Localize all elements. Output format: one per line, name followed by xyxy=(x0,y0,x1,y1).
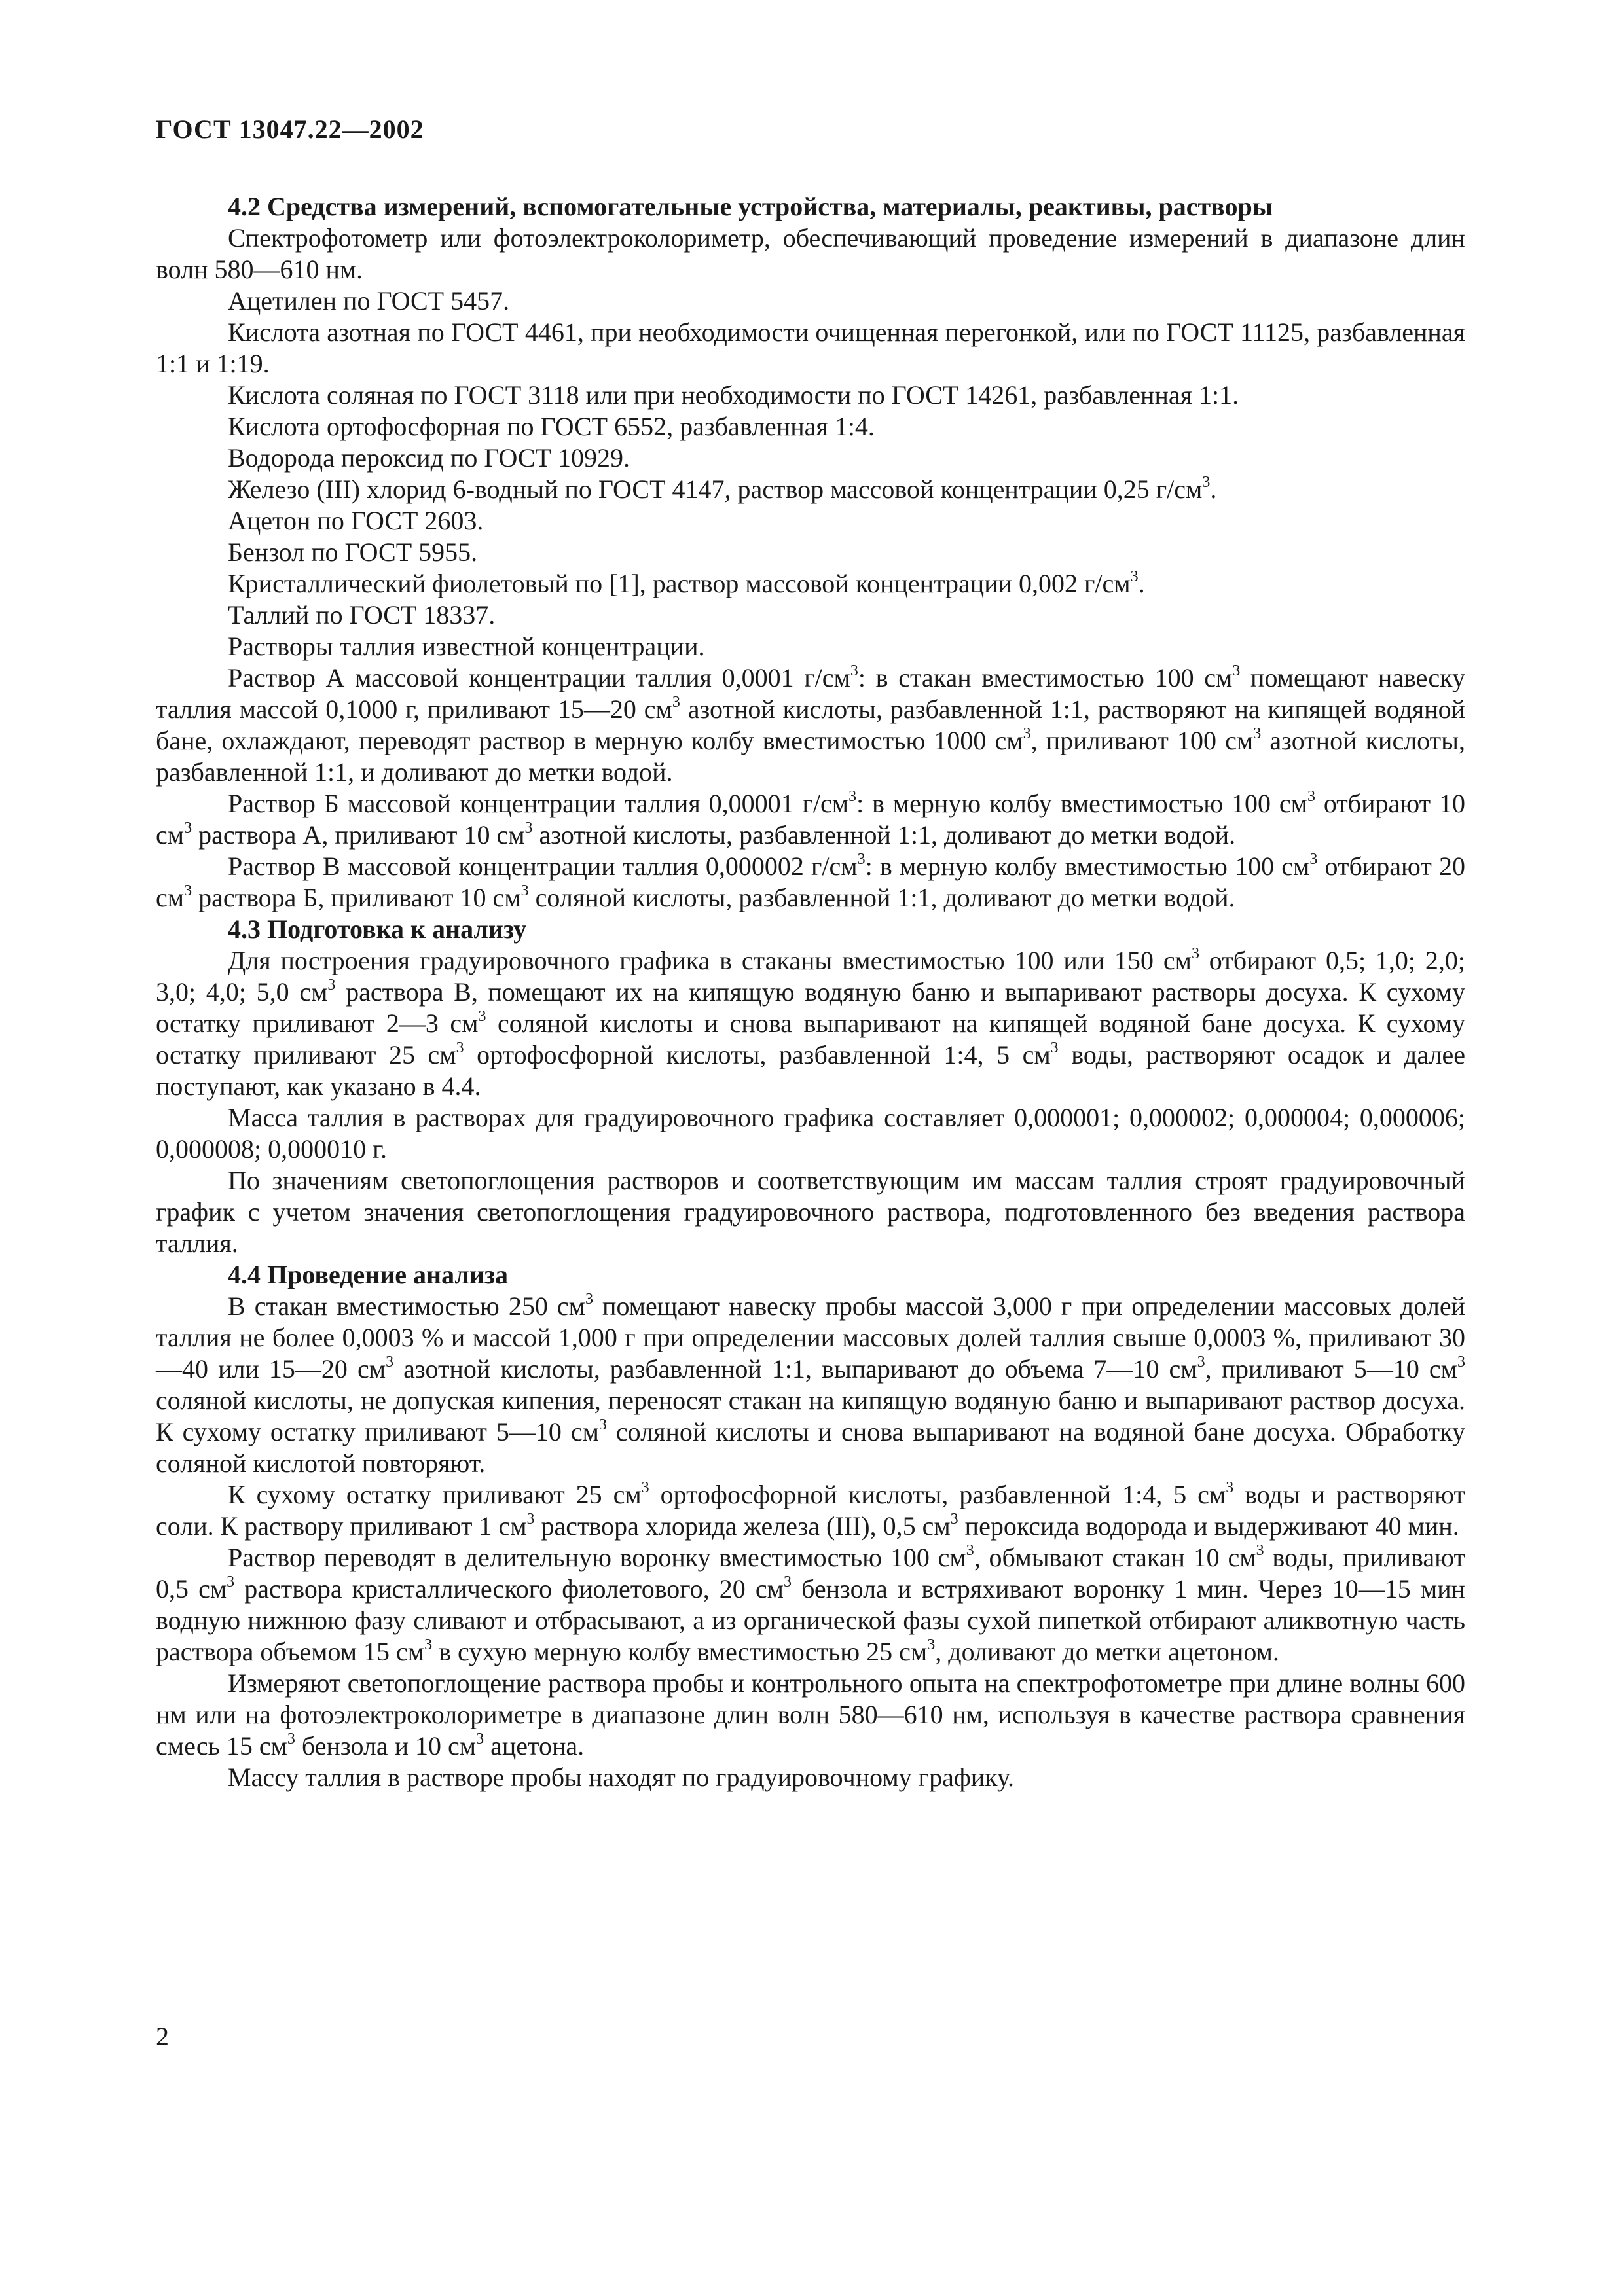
section-title-4-4: 4.4 Проведение анализа xyxy=(228,1260,508,1289)
text-run: ацетона. xyxy=(484,1731,585,1761)
text-run: . xyxy=(1210,475,1217,504)
text-run: азотной кислоты, разбавленной 1:1, доливают до метки водой. xyxy=(532,820,1236,850)
superscript: 3 xyxy=(857,851,866,869)
superscript: 3 xyxy=(1202,474,1211,492)
text-run: бензола и встряхивают воронку 1 мин. Через 10—15 мин водную нижнюю фазу сливают и отбрасывают, а из органической фазы сухой пипеткой отбирают аликвотную часть раствора объемом 15 см xyxy=(156,1574,1466,1666)
superscript: 3 xyxy=(1307,788,1315,806)
text-run: : в стакан вместимостью 100 см xyxy=(858,663,1233,692)
superscript: 3 xyxy=(585,1291,593,1308)
text-run: бензола и 10 см xyxy=(295,1731,477,1761)
standard-header: ГОСТ 13047.22—2002 xyxy=(156,115,424,144)
text-run: ортофосфорной кислоты, разбавленной 1:4, 5 см xyxy=(464,1040,1051,1069)
superscript: 3 xyxy=(783,1573,792,1591)
superscript: 3 xyxy=(1232,662,1241,680)
superscript: 3 xyxy=(386,1354,394,1371)
superscript: 3 xyxy=(520,882,529,900)
section-title-4-3: 4.3 Подготовка к анализу xyxy=(228,914,527,944)
page-number: 2 xyxy=(156,2022,169,2051)
text-run: воды, растворяют осадок и далее поступают, как указано в 4.4. xyxy=(156,1040,1465,1101)
text-run: К сухому остатку приливают 25 см xyxy=(228,1480,642,1509)
text-run: , обмывают стакан 10 см xyxy=(974,1543,1256,1572)
paragraph xyxy=(156,1668,1465,1762)
text-run: , доливают до метки ацетоном. xyxy=(935,1637,1279,1666)
text-run: Раствор переводят в делительную воронку вместимостью 100 см xyxy=(228,1543,966,1572)
paragraph: Кислота соляная по ГОСТ 3118 или при необходимости по ГОСТ 14261, разбавленная 1:1. xyxy=(228,380,1239,410)
text-run: воды, приливают 0,5 см xyxy=(156,1543,1465,1604)
text-run: Раствор В массовой концентрации таллия 0,000002 г/см xyxy=(228,852,858,881)
text-run: азотной кислоты, разбавленной 1:1, и доливают до метки водой. xyxy=(156,726,1466,787)
paragraph: Масса таллия в растворах для градуировочного графика составляет 0,000001; 0,000002; 0,000004; 0,000006; 0,000008; 0,000010 г. xyxy=(156,1103,1465,1164)
paragraph: Кислота азотная по ГОСТ 4461, при необходимости очищенная перегонкой, или по ГОСТ 11125, разбавленная 1:1 и 1:19. xyxy=(156,317,1465,378)
text-run: ортофосфорной кислоты, разбавленной 1:4, 5 см xyxy=(649,1480,1226,1509)
paragraph-solution-v xyxy=(156,851,1465,914)
superscript: 3 xyxy=(850,662,858,680)
document-body xyxy=(156,191,1465,1793)
text-run: Кристаллический фиолетовый по [1], раствор массовой концентрации 0,002 г/см xyxy=(228,569,1131,598)
paragraph xyxy=(156,1542,1465,1668)
superscript: 3 xyxy=(1457,1354,1465,1371)
superscript: 3 xyxy=(456,1039,464,1057)
superscript: 3 xyxy=(1191,945,1199,963)
paragraph xyxy=(156,945,1465,1102)
superscript: 3 xyxy=(672,694,680,711)
text-run: , приливают 5—10 см xyxy=(1205,1354,1457,1384)
superscript: 3 xyxy=(1023,725,1031,743)
text-run: пероксида водорода и выдерживают 40 мин. xyxy=(958,1511,1459,1541)
paragraph: Водорода пероксид по ГОСТ 10929. xyxy=(228,443,630,473)
section-title-4-2: 4.2 Средства измерений, вспомогательные устройства, материалы, реактивы, растворы xyxy=(228,192,1273,221)
superscript: 3 xyxy=(966,1542,974,1560)
superscript: 3 xyxy=(950,1511,958,1528)
text-run: раствора Б, приливают 10 см xyxy=(192,883,521,912)
text-run: отбирают 0,5; 1,0; 2,0; 3,0; 4,0; 5,0 см xyxy=(156,946,1466,1007)
superscript: 3 xyxy=(184,882,192,900)
text-run: в сухую мерную колбу вместимостью 25 см xyxy=(432,1637,928,1666)
paragraph xyxy=(156,1291,1465,1479)
superscript: 3 xyxy=(1226,1479,1234,1497)
superscript: 3 xyxy=(424,1636,433,1654)
text-run: Измеряют светопоглощение раствора пробы и контрольного опыта на спектрофотометре при длине волны 600 нм или на фотоэлектроколориметре в диапазоне длин волн 580—610 нм, используя в качестве раствора сравнения смесь 15 см xyxy=(156,1668,1465,1761)
paragraph: Бензол по ГОСТ 5955. xyxy=(228,537,478,567)
superscript: 3 xyxy=(327,977,336,994)
text-run: азотной кислоты, разбавленной 1:1, растворяют на кипящей водяной бане, охлаждают, переводят раствор в мерную колбу вместимостью 1000 см xyxy=(156,694,1465,755)
text-run: раствора В, помещают их на кипящую водяную баню и выпаривают растворы досуха. К сухому остатку приливают 2—3 см xyxy=(156,977,1465,1038)
text-run: раствора хлорида железа (III), 0,5 см xyxy=(534,1511,951,1541)
superscript: 3 xyxy=(227,1573,235,1591)
superscript: 3 xyxy=(927,1636,936,1654)
superscript: 3 xyxy=(1256,1542,1264,1560)
paragraph: По значениям светопоглощения растворов и соответствующим им массам таллия строят градуировочный график с учетом значения светопоглощения градуировочного раствора, подготовленного без введения раствора таллия. xyxy=(156,1166,1465,1258)
superscript: 3 xyxy=(1253,725,1262,743)
text-run: Железо (III) хлорид 6-водный по ГОСТ 4147, раствор массовой концентрации 0,25 г/см xyxy=(228,475,1203,504)
text-run: : в мерную колбу вместимостью 100 см xyxy=(856,789,1307,818)
superscript: 3 xyxy=(1130,568,1139,586)
text-run: соляной кислоты, разбавленной 1:1, доливают до метки водой. xyxy=(528,883,1235,912)
paragraph: Растворы таллия известной концентрации. xyxy=(228,632,705,661)
text-run: Раствор Б массовой концентрации таллия 0,00001 г/см xyxy=(228,789,849,818)
text-run: , приливают 100 см xyxy=(1030,726,1254,755)
paragraph: Таллий по ГОСТ 18337. xyxy=(228,600,496,630)
superscript: 3 xyxy=(287,1731,295,1748)
text-run: соляной кислоты, не допуская кипения, переносят стакан на кипящую водяную баню и выпаривают раствор досуха. К сухому остатку приливают 5—10 см xyxy=(156,1386,1465,1446)
text-run: соляной кислоты и снова выпаривают на водяной бане досуха. Обработку соляной кислотой повторяют. xyxy=(156,1417,1465,1478)
text-run: Для построения градуировочного графика в стаканы вместимостью 100 или 150 см xyxy=(228,946,1192,975)
text-run: отбирают 10 см xyxy=(156,789,1465,850)
paragraph: Ацетон по ГОСТ 2603. xyxy=(228,506,484,535)
paragraph: Спектрофотометр или фотоэлектроколориметр, обеспечивающий проведение измерений в диапазоне длин волн 580—610 нм. xyxy=(156,223,1465,284)
superscript: 3 xyxy=(598,1416,607,1434)
paragraph: Массу таллия в растворе пробы находят по градуировочному графику. xyxy=(228,1763,1015,1792)
paragraph xyxy=(156,1479,1465,1542)
superscript: 3 xyxy=(526,1511,535,1528)
superscript: 3 xyxy=(1197,1354,1205,1371)
superscript: 3 xyxy=(641,1479,649,1497)
paragraph-solution-b xyxy=(156,788,1465,851)
text-run: раствора кристаллического фиолетового, 20 см xyxy=(234,1574,784,1604)
superscript: 3 xyxy=(184,819,192,837)
text-run: помещают навеску пробы массой 3,000 г при определении массовых долей таллия не более 0,0003 % и массой 1,000 г при определении массовых долей таллия свыше 0,0003 %, приливают 30—40 или 15—20 см xyxy=(156,1291,1465,1384)
superscript: 3 xyxy=(1050,1039,1059,1057)
superscript: 3 xyxy=(848,788,857,806)
text-run: воды и растворяют соли. К раствору приливают 1 см xyxy=(156,1480,1466,1541)
superscript: 3 xyxy=(478,1008,486,1026)
text-run: соляной кислоты и снова выпаривают на кипящей водяной бане досуха. К сухому остатку приливают 25 см xyxy=(156,1009,1465,1069)
text-run: помещают навеску таллия массой 0,1000 г, приливают 15—20 см xyxy=(156,663,1466,724)
text-run: раствора А, приливают 10 см xyxy=(192,820,525,850)
paragraph: Ацетилен по ГОСТ 5457. xyxy=(228,286,510,315)
superscript: 3 xyxy=(476,1731,484,1748)
paragraph xyxy=(156,568,1465,600)
paragraph-solution-a xyxy=(156,662,1465,788)
superscript: 3 xyxy=(524,819,533,837)
paragraph: Кислота ортофосфорная по ГОСТ 6552, разбавленная 1:4. xyxy=(228,412,875,441)
text-run: отбирают 20 см xyxy=(156,852,1465,912)
superscript: 3 xyxy=(1309,851,1318,869)
text-run: : в мерную колбу вместимостью 100 см xyxy=(865,852,1310,881)
paragraph xyxy=(156,474,1465,505)
text-run: В стакан вместимостью 250 см xyxy=(228,1291,585,1321)
text-run: . xyxy=(1138,569,1145,598)
text-run: Раствор А массовой концентрации таллия 0,0001 г/см xyxy=(228,663,850,692)
text-run: азотной кислоты, разбавленной 1:1, выпаривают до объема 7—10 см xyxy=(393,1354,1197,1384)
